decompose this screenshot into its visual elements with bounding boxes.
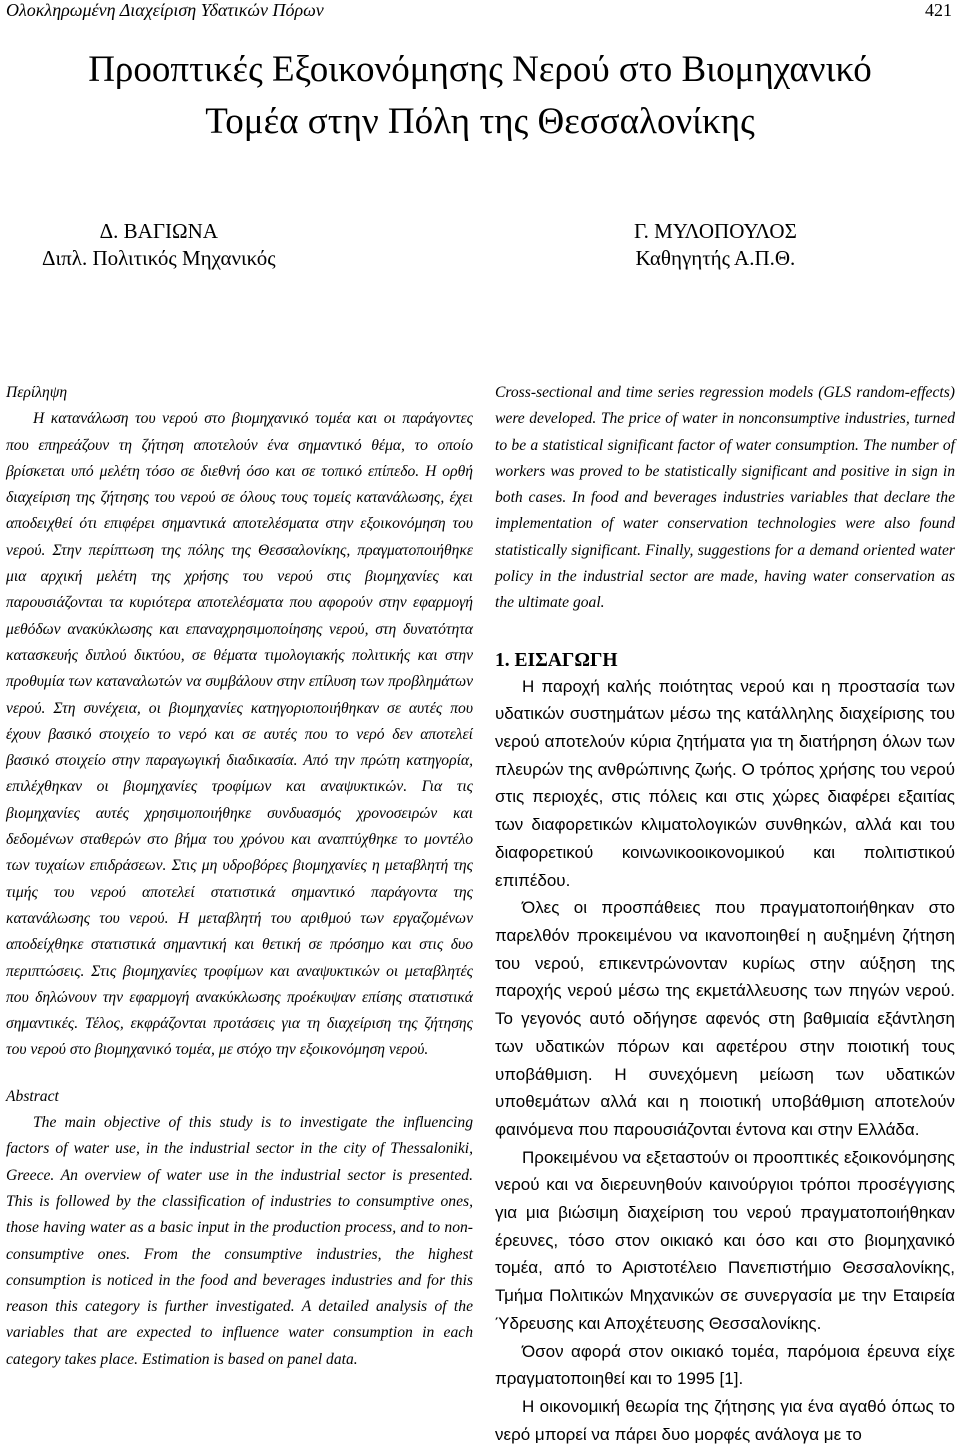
left-column: [6, 380, 473, 1373]
abstract-en-heading: Abstract: [6, 1087, 59, 1105]
author-1-name: Δ. ΒΑΓΙΩΝΑ: [99, 219, 218, 243]
author-2: [634, 218, 797, 272]
intro-paragraph: Όλες οι προσπάθειες που πραγματοποιήθηκαν στο παρελθόν προκειμένου να ικανοποιηθεί η αυξημένη ζήτηση του νερού, επικεντρώνονταν κυρίως στην αύξηση της παροχής νερού μέσω της εκμετάλλευσης των πηγών νερού. Το γεγονός αυτό οδήγησε αφενός στη βαθμιαία εξάντληση των υδατικών πόρων και αφετέρου στην ποιοτική τους υποβάθμιση. Η συνεχόμενη μείωση των υδατικών υποθεμάτων αλλά και η ποιοτική υποβάθμιση αποτελούν φαινόμενα που παρουσιάζονται έντονα και στην Ελλάδα.: [495, 898, 955, 1139]
abstract-gr-text: Η κατανάλωση του νερού στο βιομηχανικό τομέα και οι παράγοντες που επηρεάζουν τη ζήτηση αποτελούν ένα σημαντικό θέμα, το οποίο βρίσκεται υπό μελέτη τόσο σε διεθνή όσο και σε τοπικό επίπεδο. Η ορθή διαχείριση της ζήτησης του νερού σε όλους τους τομείς κατανάλωσης, έχει αποδειχθεί ότι επιφέρει σημαντικά αποτελέσματα στην εξοικονόμηση του νερού. Στην περίπτωση της πόλης της Θεσσαλονίκης, πραγματοποιήθηκε μια αρχική μελέτη της χρήσης του νερού στις βιομηχανίες και παρουσιάζονται τα κυριότερα αποτελέσματα που αφορούν στην εφαρμογή μεθόδων ανακύκλωσης και επαναχρησιμοποίησης νερού, στη δυνατότητα κατασκευής διπλού δικτύου, σε θέματα τιμολογιακής πολιτικής και στην προθυμία των καταναλωτών να συμβάλουν στην επίλυση των προβλημάτων νερού. Στη συνέχεια, οι βιομηχανίες κατηγοριοποιήθηκαν σε αυτές που έχουν βασικό στοιχείο το νερό και σε αυτές που το νερό δεν αποτελεί βασικό στοιχείο στην παραγωγική διαδικασία. Από την πρώτη κατηγορία, επιλέχθηκαν οι βιομηχανίες τροφίμων και αναψυκτικών. Για τις βιομηχανίες αυτές χρησιμοποιήθηκε συνδυασμός χρονοσειρών και δεδομένων σταθερών στο βήμα του χρόνου και αναπτύχθηκε το μοντέλο των τυχαίων επιδράσεων. Στις μη υδροβόρες βιομηχανίες η μεταβλητή της τιμής του νερού αποτελεί στατιστικά σημαντικό παράγοντα της κατανάλωσης του νερού. Η μεταβλητή του αριθμού των εργαζομένων αποδείχθηκε στατιστικά σημαντική και θετική σε πρόσημο και στις δυο περιπτώσεις. Στις βιομηχανίες τροφίμων και αναψυκτικών οι μεταβλητές που δηλώνουν την εφαρμογή ανακύκλωσης προέκυψαν επίσης στατιστικά σημαντικές. Τέλος, εκφράζονται προτάσεις για τη διαχείριση της ζήτησης του νερού στο βιομηχανικό τομέα, με στόχο την εξοικονόμηση νερού.: [6, 410, 473, 1059]
section-heading-introduction: 1. ΕΙΣΑΓΩΓΗ: [495, 649, 618, 671]
abstract-en-text-left: The main objective of this study is to investigate the influencing factors of water use, in the industrial sector in the city of Thessaloniki, Greece. An overview of water use in the industrial sector is presented. This is followed by the classification of industries to consumptive ones, those having water as a basic input in the production process, and to non-consumptive ones. From the consumptive industries, the highest consumption is noticed in the food and beverages industries and for this reason this category is further investigated. A detailed analysis of the variables that are expected to influence water consumption in each category takes place. Estimation is based on panel data.: [6, 1114, 473, 1368]
author-1: [42, 218, 276, 272]
author-2-affiliation: Καθηγητής Α.Π.Θ.: [635, 246, 796, 270]
intro-paragraph: Όσον αφορά στον οικιακό τομέα, παρόμοια έρευνα είχε πραγματοποιηθεί και το 1995 [1].: [495, 1341, 955, 1389]
intro-paragraph: Προκειμένου να εξεταστούν οι προοπτικές εξοικονόμησης νερού και να διερευνηθούν καινούργιοι τρόποι προσέγγισης για μια βιώσιμη διαχείριση του νερού πραγματοποιήθηκαν έρευνες, τόσο στον οικιακό και όσο και στο βιομηχανικό τομέα, από το Αριστοτέλειο Πανεπιστήμιο Θεσσαλονίκης, Τμήμα Πολιτικών Μηχανικών σε συνεργασία με την Εταιρεία Ύδρευσης και Αποχέτευσης Θεσσαλονίκης.: [495, 1147, 955, 1333]
running-head-title: Ολοκληρωμένη Διαχείριση Υδατικών Πόρων: [6, 0, 324, 20]
paper-title: [0, 44, 960, 148]
title-line-1: Προοπτικές Εξοικονόμησης Νερού στο Βιομηχανικό: [88, 49, 872, 90]
intro-paragraph: Η οικονομική θεωρία της ζήτησης για ένα αγαθό όπως το νερό μπορεί να πάρει δυο μορφές ανάλογα με το: [495, 1396, 955, 1444]
running-head: [6, 0, 952, 24]
right-column: [495, 380, 955, 1448]
abstract-en-text-right: Cross-sectional and time series regression models (GLS random-effects) were developed. The price of water in nonconsumptive industries, turned to be a statistical significant factor of water consumption. The number of workers was proved to be statistically significant and positive in sign in both cases. In food and beverages industries variables that declare the implementation of water conservation technologies were also found statistically significant. Finally, suggestions for a demand oriented water policy in the industrial sector are made, having water conservation as the ultimate goal.: [495, 384, 955, 612]
intro-paragraph: Η παροχή καλής ποιότητας νερού και η προστασία των υδατικών συστημάτων μέσω της κατάλληλης διαχείρισης του νερού αποτελούν κύρια ζητήματα για τη διατήρηση όλων των πλευρών της ανθρώπινης ζωής. Ο τρόπος χρήσης του νερού στις περιοχές, στις πόλεις και στις χώρες διαφέρει εξαιτίας των διαφορετικών κλιματολογικών συνθηκών, αλλά και του διαφορετικού κοινωνικοοικονομικού και πολιτιστικού επιπέδου.: [495, 676, 955, 890]
author-2-name: Γ. ΜΥΛΟΠΟΥΛΟΣ: [634, 219, 797, 243]
title-line-2: Τομέα στην Πόλη της Θεσσαλονίκης: [205, 101, 755, 142]
abstract-gr-heading: Περίληψη: [6, 384, 68, 401]
introduction-body: [495, 673, 955, 1449]
page-number: 421: [925, 0, 952, 20]
author-1-affiliation: Διπλ. Πολιτικός Μηχανικός: [42, 246, 276, 270]
